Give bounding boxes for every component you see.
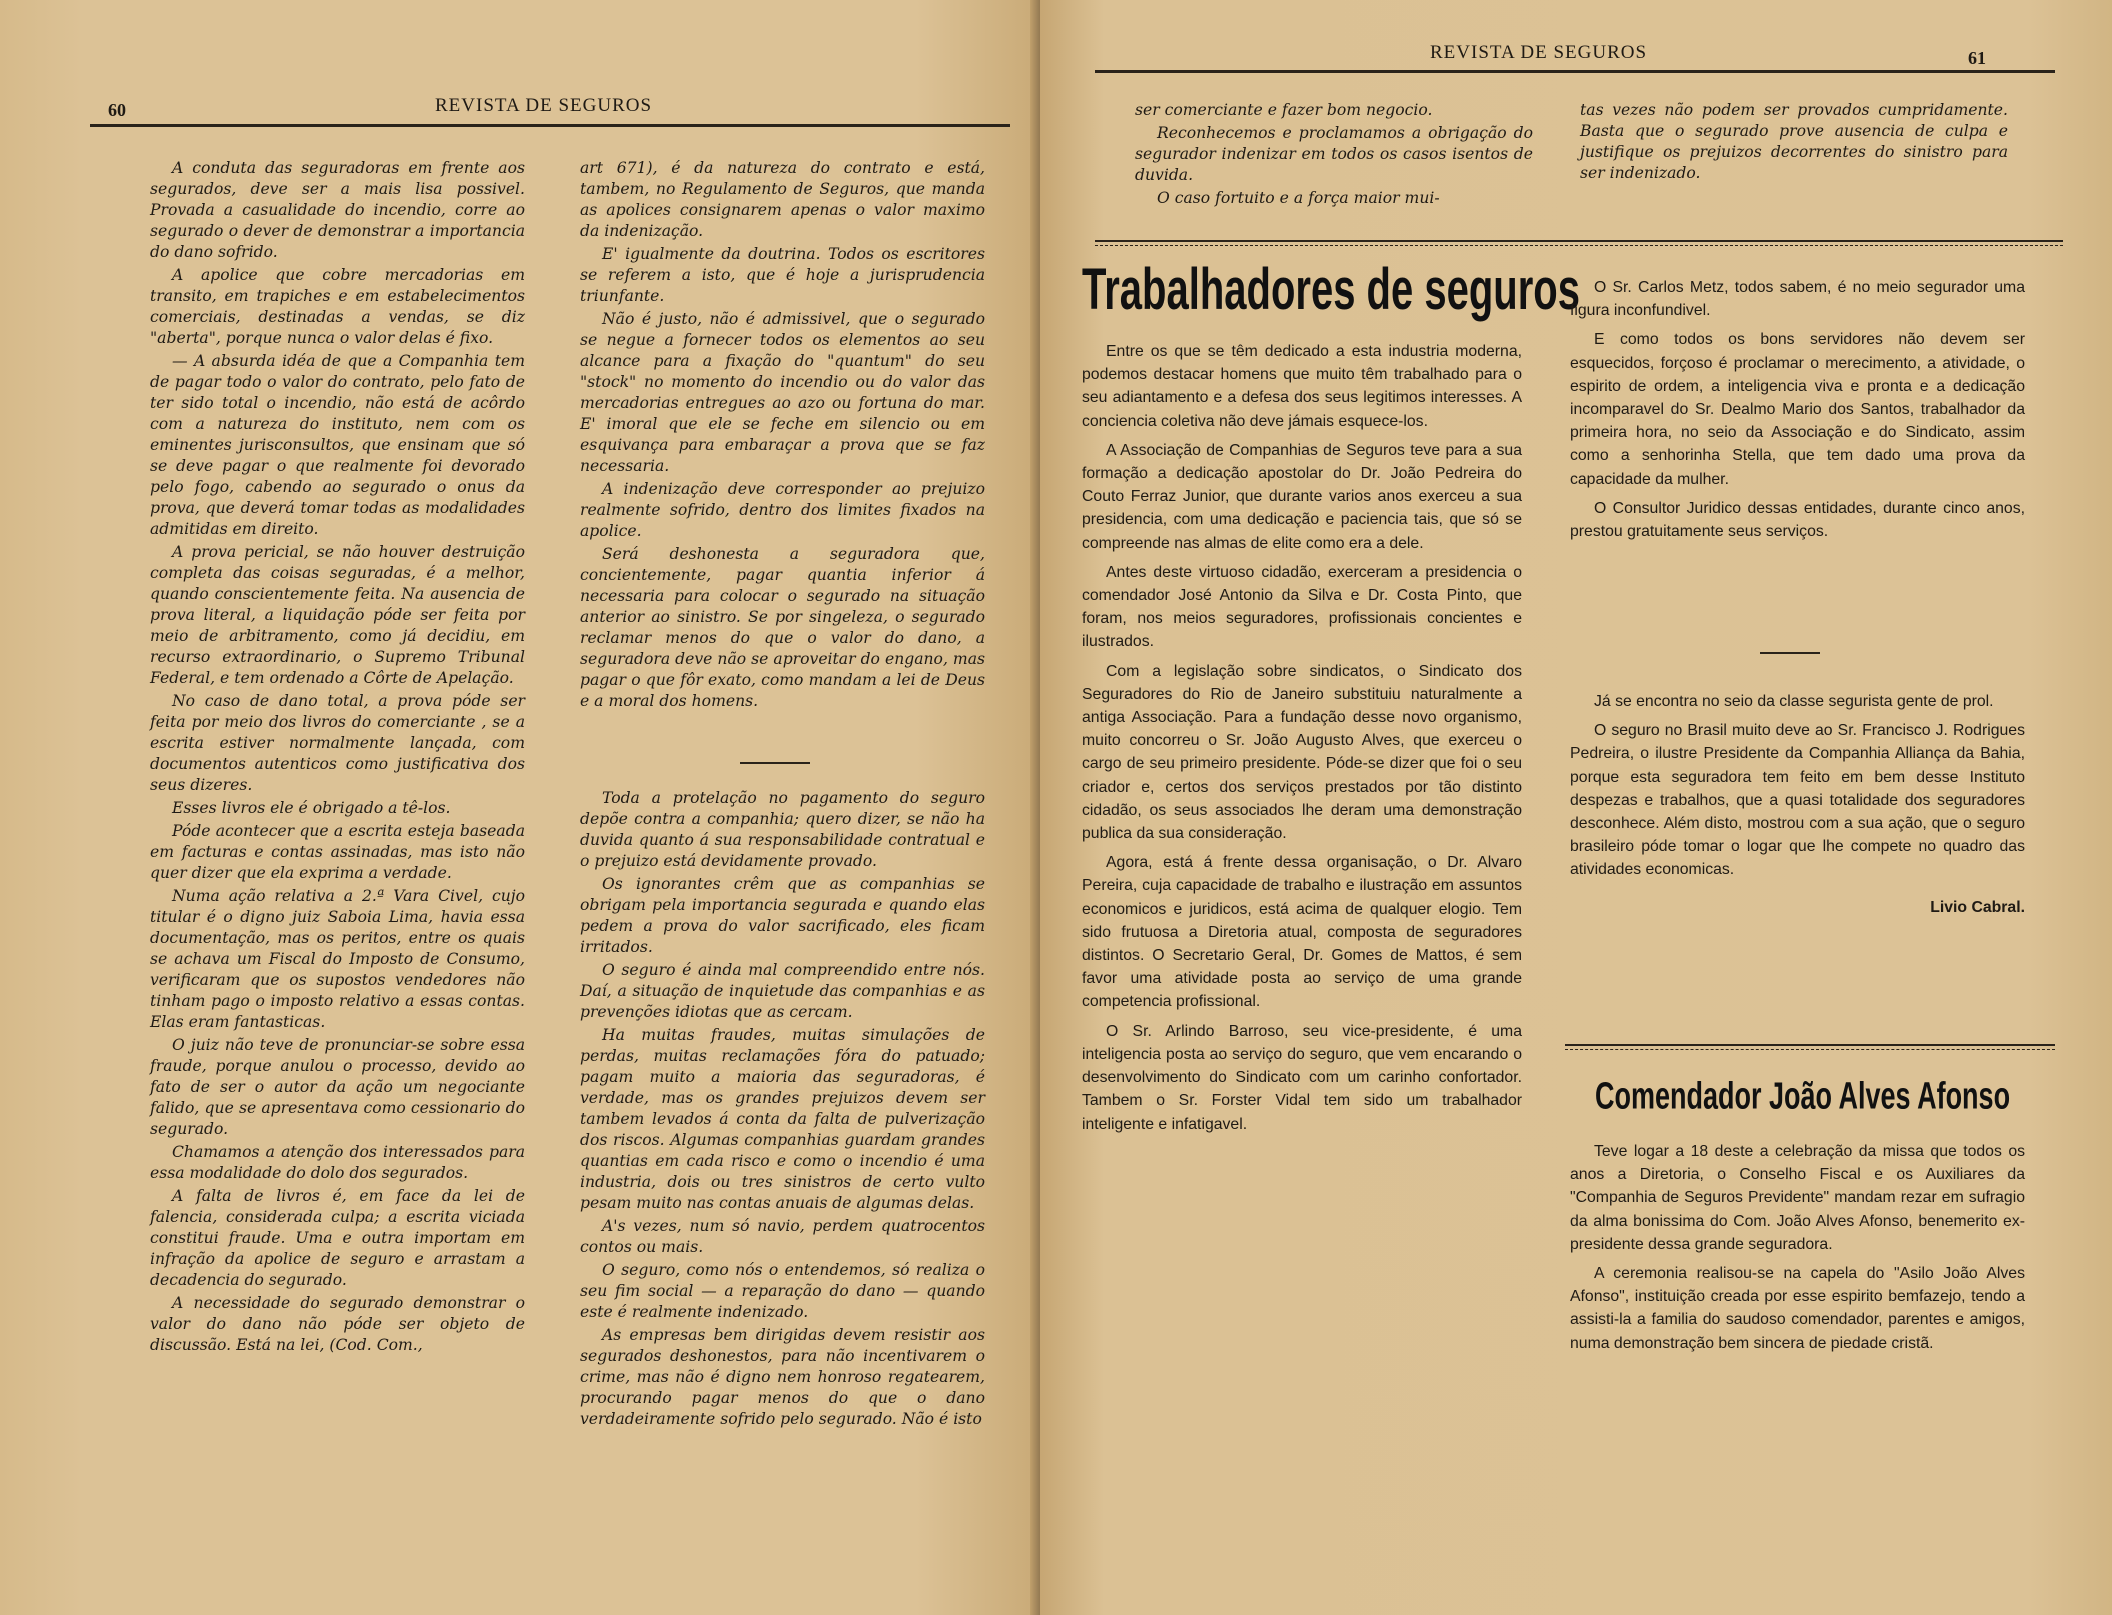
paragraph: Reconhecemos e proclamamos a obrigação do segurador indenizar em todos os casos isentos de duvida.	[1135, 124, 1533, 184]
paragraph: A Associação de Companhias de Seguros teve para a sua formação a dedicação apostolar do Dr. João Pedreira do Couto Ferraz Junior, que durante varios anos exerceu a sua presidencia, com uma dedicação e paciencia tais, que só se compreende nas almas de elite como era a dele.	[1082, 441, 1522, 552]
paragraph: A necessidade do segurado demonstrar o valor do dano não póde ser objeto de discussão. Está na lei, (Cod. Com.,	[150, 1294, 525, 1354]
page-number-left: 60	[108, 100, 126, 120]
paragraph: Esses livros ele é obrigado a tê-los.	[172, 799, 451, 817]
paragraph: O caso fortuito e a força maior mui-	[1157, 189, 1440, 207]
paragraph: Ha muitas fraudes, muitas simulações de perdas, muitas reclamações fóra do patuado; pagam muito a maioria das seguradoras, é verdade, mas os grandes prejuizos devem ser tambem levados á conta da falta de pulverização dos riscos. Algumas companhias guardam grandes quantias em cada risco e como o incendio é uma industria, dois ou tres sinistros de certo vulto pesam muito nas contas anuais de algumas delas.	[580, 1026, 985, 1212]
paragraph: A ceremonia realisou-se na capela do "Asilo João Alves Afonso", instituição creada por esse espirito bemfazejo, tendo a assisti-la a familia do saudoso comendador, parentes e amigos, numa demonstração bem sincera de piedade cristã.	[1570, 1265, 2025, 1352]
author-signature: Livio Cabral.	[1930, 898, 2025, 916]
paragraph: Agora, está á frente dessa organisação, o Dr. Alvaro Pereira, cuja capacidade de trabalho e ilustração em assuntos economicos e juridicos, está acima de qualquer elogio. Tem sido frutuosa a Diretoria atual, composta de seguradores distintos. O Secretario Geral, Dr. Gomes de Mattos, é sem favor uma atividade posta ao serviço de uma grande competencia profissional.	[1082, 854, 1522, 1011]
paragraph: O Consultor Juridico dessas entidades, durante cinco anos, prestou gratuitamente seus serviços.	[1570, 499, 2025, 541]
paragraph: Os ignorantes crêm que as companhias se obrigam pela importancia segurada e quando elas pedem a prova do valor sacrificado, eles ficam irritados.	[580, 875, 985, 956]
header-rule-right	[1095, 70, 2055, 73]
paragraph: E' igualmente da doutrina. Todos os escritores se referem a isto, que é hoje a jurisprudencia triunfante.	[580, 245, 985, 305]
paragraph: Chamamos a atenção dos interessados para essa modalidade do dolo dos segurados.	[150, 1143, 525, 1182]
headline-comendador: Comendador João Alves Afonso	[1595, 1075, 2011, 1117]
paragraph: Com a legislação sobre sindicatos, o Sindicato dos Seguradores do Rio de Janeiro substituiu naturalmente a antiga Associação. Para a fundação desse novo organismo, muito concorreu o Sr. João Augusto Alves, que exerceu o cargo de seu primeiro presidente. Póde-se dizer que foi o seu criador e, certos dos serviços prestados por tão distinto cidadão, os seus associados lhe deram uma demonstração publica da sua consideração.	[1082, 662, 1522, 843]
article-trabalhadores-col1	[1082, 340, 1522, 1142]
paragraph: O juiz não teve de pronunciar-se sobre essa fraude, porque anulou o processo, devido ao fato de ser o autor da ação um negociante falido, que se apresentava como cessionario do segurado.	[150, 1036, 525, 1138]
paragraph: O Sr. Carlos Metz, todos sabem, é no meio segurador uma figura inconfundivel.	[1570, 279, 2025, 320]
section-divider	[740, 762, 810, 764]
section-divider	[1760, 652, 1820, 654]
paragraph: O seguro no Brasil muito deve ao Sr. Francisco J. Rodrigues Pedreira, o ilustre Presidente da Companhia Alliança da Bahia, porque esta seguradora tem feito em bem desse Instituto despezas e trabalhos, que a quasi totalidade dos seguradores desconhece. Além disto, mostrou com a sua ação, que o seguro brasileiro póde tomar o logar que lhe compete no quadro das atividades economicas.	[1570, 722, 2025, 879]
running-head-left: REVISTA DE SEGUROS	[435, 95, 653, 116]
right-top-column-2	[1580, 100, 2008, 186]
page-number-right: 61	[1968, 48, 1986, 68]
left-column-2-bottom	[580, 788, 985, 1432]
paragraph: Teve logar a 18 deste a celebração da missa que todos os anos a Diretoria, o Conselho Fiscal e os Auxiliares da "Companhia de Seguros Previdente" mandam rezar em sufragio da alma bonissima do Com. João Alves Afonso, benemerito ex-presidente dessa grande seguradora.	[1570, 1143, 2025, 1253]
paragraph: A conduta das seguradoras em frente aos segurados, deve ser a mais lisa possivel. Provada a casualidade do incendio, corre ao segurado o dever de demonstrar a importancia do dano sofrido.	[150, 159, 525, 261]
paragraph: ser comerciante e fazer bom negocio.	[1135, 101, 1433, 119]
right-page	[1040, 0, 2112, 1615]
paragraph: No caso de dano total, a prova póde ser feita por meio dos livros do comerciante , se a escrita estiver normalmente lançada, com documentos autenticos como justificativa dos seus dizeres.	[150, 692, 525, 794]
paragraph: A falta de livros é, em face da lei de falencia, considerada culpa; a escrita viciada constitui fraude. Uma e outra importam em infração da apolice de seguro e arrastam a decadencia do segurado.	[150, 1187, 525, 1289]
article-separator	[1095, 240, 2063, 246]
paragraph: A prova pericial, se não houver destruição completa das coisas seguradas, é a melhor, quando conscientemente feita. Na ausencia de prova literal, a liquidação póde ser feita por meio de arbitramento, como já decidiu, em recurso extraordinario, o Supremo Tribunal Federal, e tem ordenado a Côrte de Apelação.	[150, 543, 525, 687]
article-separator	[1565, 1044, 2055, 1050]
paragraph: O seguro é ainda mal compreendido entre nós. Daí, a situação de inquietude das companhias e as prevenções idiotas que as cercam.	[580, 961, 985, 1021]
paragraph: art 671), é da natureza do contrato e está, tambem, no Regulamento de Seguros, que manda as apolices consignarem apenas o valor maximo da indenização.	[580, 159, 985, 240]
left-page	[0, 0, 1040, 1615]
header-rule-left	[90, 124, 1010, 127]
article-trabalhadores-col2	[1570, 276, 2025, 549]
paragraph: Antes deste virtuoso cidadão, exerceram a presidencia o comendador José Antonio da Silva e Dr. Costa Pinto, que foram, nos meios seguradores, profissionais concientes e ilustrados.	[1082, 563, 1522, 651]
article-trabalhadores-col2b	[1570, 690, 2025, 925]
paragraph: — A absurda idéa de que a Companhia tem de pagar todo o valor do contrato, pelo fato de ter sido total o incendio, não está de acôrdo com a natureza do instituto, nem com os eminentes jurisconsultos, que ensinam que só se deve pagar o que realmente foi devorado pelo fogo, cabendo ao segurado o onus da prova, que deverá tomar todas as modalidades admitidas em direito.	[150, 352, 525, 538]
paragraph: Toda a protelação no pagamento do seguro depõe contra a companhia; quero dizer, se não ha duvida quanto á sua responsabilidade contratual e o prejuizo está devidamente provado.	[580, 789, 985, 870]
paragraph: A's vezes, num só navio, perdem quatrocentos contos ou mais.	[580, 1217, 985, 1256]
paragraph: Não é justo, não é admissivel, que o segurado se negue a fornecer todos os elementos ao seu alcance para a fixação do "quantum" do seu "stock" no momento do incendio ou do valor das mercadorias entregues ao azo ou fortuna do mar. E' imoral que ele se feche em silencio ou em esquivança para embaraçar a prova que se faz necessaria.	[580, 310, 985, 475]
left-column-1	[150, 158, 525, 1358]
article-comendador	[1570, 1140, 2025, 1361]
running-head-right: REVISTA DE SEGUROS	[1430, 42, 1648, 63]
left-column-2-top	[580, 158, 985, 714]
paragraph: As empresas bem dirigidas devem resistir aos segurados deshonestos, para não incentivarem o crime, mas não é digno nem honroso regatearem, procurando pagar menos do que o dano verdadeiramente sofrido pelo segurado. Não é isto	[580, 1326, 985, 1428]
paragraph: Será deshonesta a seguradora que, concientemente, pagar quantia inferior á necessaria para colocar o segurado na situação anterior ao sinistro. Se por singeleza, o segurado reclamar menos do que o valor do dano, a seguradora deve não se aproveitar do engano, mas pagar o que fôr exato, como mandam a lei de Deus e a moral dos homens.	[580, 545, 985, 710]
right-top-column-1	[1135, 100, 1533, 211]
paragraph: Numa ação relativa a 2.ª Vara Civel, cujo titular é o digno juiz Saboia Lima, havia essa documentação, mas os peritos, entre os quais se achava um Fiscal do Imposto de Consumo, verificaram que os supostos vendedores não tinham pago o imposto relativo a essas contas. Elas eram fantasticas.	[150, 887, 525, 1031]
paragraph: Póde acontecer que a escrita esteja baseada em facturas e contas assinadas, mas isto não quer dizer que ela exprima a verdade.	[150, 822, 525, 882]
paragraph: A indenização deve corresponder ao prejuizo realmente sofrido, dentro dos limites fixados na apolice.	[580, 480, 985, 540]
paragraph: O seguro, como nós o entendemos, só realiza o seu fim social — a reparação do dano — quando este é realmente indenizado.	[580, 1261, 985, 1321]
paragraph: Entre os que se têm dedicado a esta industria moderna, podemos destacar homens que muito têm trabalhado para o seu adiantamento e a defesa dos seus legitimos interesses. A conciencia coletiva não deve jámais esquece-los.	[1082, 343, 1522, 430]
headline-trabalhadores: Trabalhadores de seguros	[1082, 258, 1580, 322]
paragraph: O Sr. Arlindo Barroso, seu vice-presidente, é uma inteligencia posta ao serviço do seguro, que vem encarando o desenvolvimento do Sindicato com um carinho confortador. Tambem o Sr. Forster Vidal tem sido um trabalhador inteligente e infatigavel.	[1082, 1022, 1522, 1133]
paragraph: Já se encontra no seio da classe segurista gente de prol.	[1594, 693, 1994, 710]
paragraph: A apolice que cobre mercadorias em transito, em trapiches e em estabelecimentos comerciais, destinadas a vendas, se diz "aberta", porque nunca o valor delas é fixo.	[150, 266, 525, 347]
paragraph: tas vezes não podem ser provados cumpridamente. Basta que o segurado prove ausencia de culpa e justifique os prejuizos decorrentes do sinistro para ser indenizado.	[1580, 101, 2008, 182]
paragraph: E como todos os bons servidores não devem ser esquecidos, forçoso é proclamar o merecimento, a atividade, o espirito de ordem, a inteligencia viva e pronta e a dedicação incomparavel do Sr. Dealmo Mario dos Santos, trabalhador da primeira hora, no seio da Associação e do Sindicato, assim como a senhorinha Stella, que tem dado uma prova da capacidade da mulher.	[1570, 331, 2025, 488]
